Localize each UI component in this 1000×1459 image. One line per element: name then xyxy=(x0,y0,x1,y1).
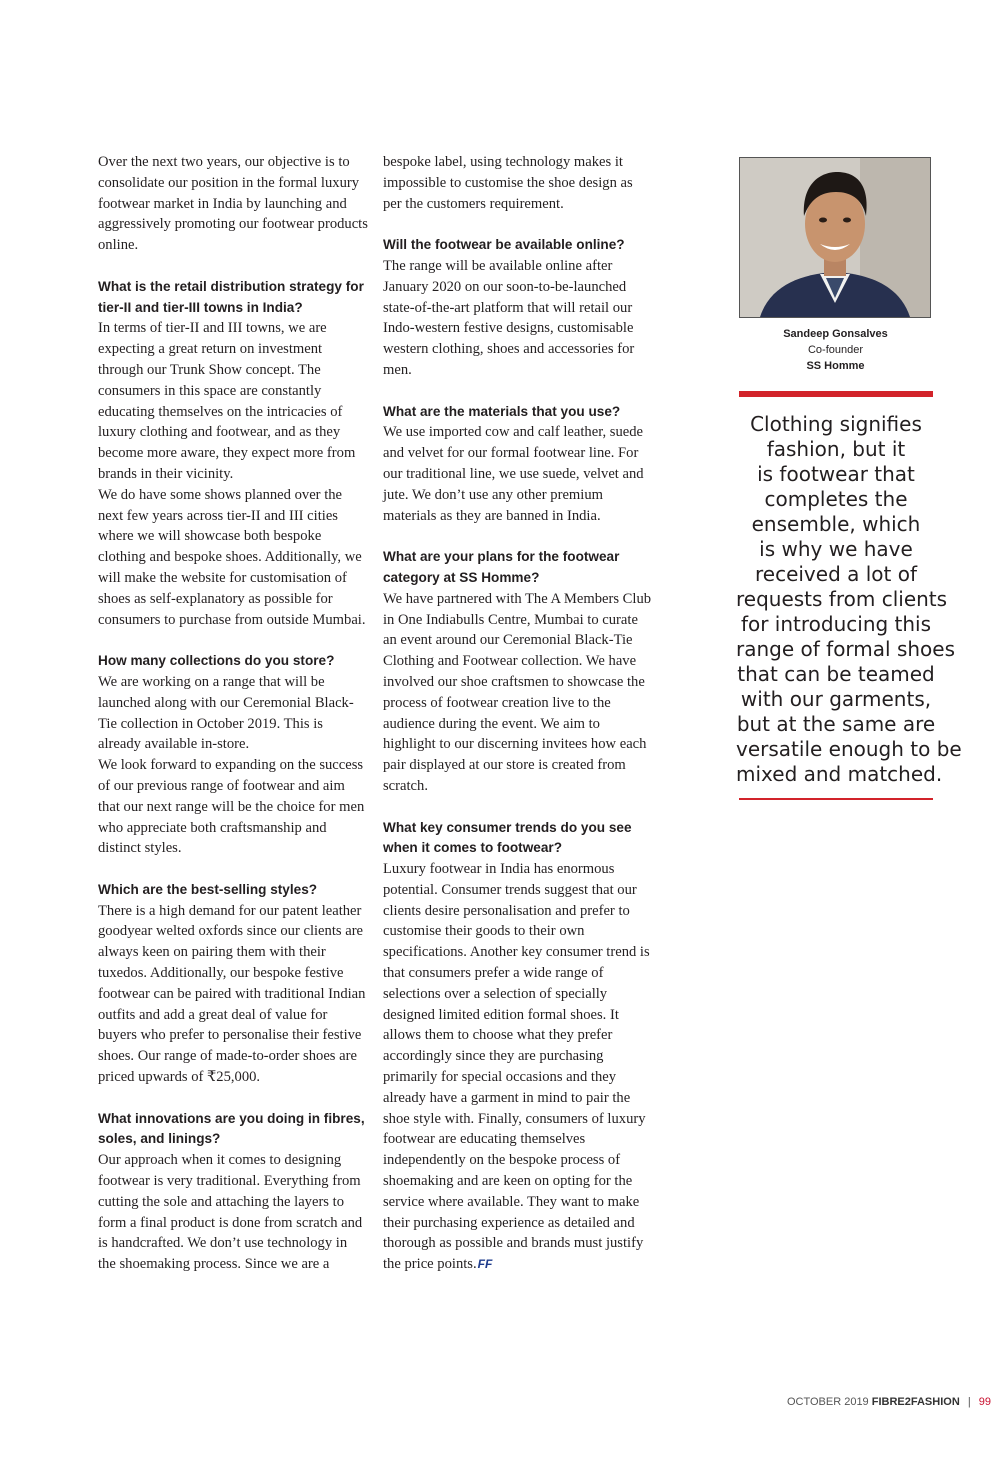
pull-quote-top-rule xyxy=(739,391,933,397)
paragraph: The range will be available online after January 2020 on our soon-to-be-launched state-of-the-art platform that will retail our Indo-western festive designs, customisable western clothing, shoes and accessories for men. xyxy=(383,257,635,378)
pull-quote-line: is why we have xyxy=(759,537,913,561)
paragraph: In terms of tier-II and III towns, we are expecting a great return on investment through our Trunk Show concept. The consumers in this space are constantly educating themselves on the intricacies of luxury clothing and footwear, and as they become more aware, they expect more from brands in their vicinity. xyxy=(98,320,356,482)
pull-quote-bottom-rule xyxy=(739,798,933,800)
question-heading: What key consumer trends do you see when it comes to footwear? xyxy=(383,819,632,856)
paragraph: We are working on a range that will be launched along with our Ceremonial Black-Tie collection in October 2019. This is already available in-store. xyxy=(98,673,354,753)
pull-quote-line: completes the xyxy=(764,487,908,511)
page-number: 99 xyxy=(978,1396,991,1408)
person-role: Co-founder xyxy=(807,344,864,356)
question-heading: What innovations are you doing in fibres, soles, and linings? xyxy=(98,1110,365,1147)
pull-quote-line: range of formal shoes xyxy=(736,637,956,661)
question-heading: What is the retail distribution strategy for tier-II and tier-III towns in India? xyxy=(98,278,364,315)
paragraph: There is a high demand for our patent leather goodyear welted oxfords since our clients are always keen on pairing them with their tuxedos. Additionally, our bespoke festive footwear can be paired with traditional Indian outfits and add a great deal of value for buyers who prefer to personalise their festive shoes. Our range of made-to-order shoes are priced upwards of ₹25,000. xyxy=(98,902,366,1086)
pull-quote-line: ensemble, which xyxy=(751,512,921,536)
question-heading: What are your plans for the footwear category at SS Homme? xyxy=(383,549,620,585)
paragraph xyxy=(383,859,653,1275)
paragraph-text: Luxury footwear in India has enormous potential. Consumer trends suggest that our clients desire personalisation and prefer to customise their goods to their own specifications. Another key consumer trend is that consumers prefer a wide range of selections over a selection of specially designed limited edition formal shoes. It allows them to choose what they prefer accordingly since they are purchasing primarily for special occasions and they already have a garment in mind to pair the shoe style with. Finally, consumers of luxury footwear are educating themselves independently on the bespoke process of shoemaking and are keen on opting for the service where available. They want to make their purchasing experience as detailed and thorough as possible and brands must justify the price points. xyxy=(383,861,650,1273)
person-company: SS Homme xyxy=(806,360,865,372)
issue-date: OCTOBER 2019 xyxy=(786,1396,869,1408)
paragraph: Over the next two years, our objective is to consolidate our position in the formal luxury footwear market in India by launching and aggressively promoting our footwear products online. xyxy=(98,154,368,254)
footer-separator: | xyxy=(967,1396,971,1408)
pull-quote-line: received a lot of xyxy=(754,562,918,586)
question-heading: What are the materials that you use? xyxy=(383,403,621,419)
magazine-brand: FIBRE2FASHION xyxy=(871,1396,960,1408)
pull-quote-line: with our garments, xyxy=(740,687,932,711)
page-footer xyxy=(787,1396,991,1408)
question-heading: Will the footwear be available online? xyxy=(383,237,625,253)
paragraph: We use imported cow and calf leather, suede and velvet for our formal footwear line. For our traditional line, we use suede, velvet and jute. We don’t use any other premium materials as they are banned in India. xyxy=(383,424,644,524)
paragraph: We have partnered with The A Members Club in One Indiabulls Centre, Mumbai to curate an event around our Ceremonial Black-Tie Clothing and Footwear collection. We have involved our shoe craftsmen to showcase the process of footwear creation live to the audience during the event. We aim to highlight to our discerning invitees how each pair displayed at our store is created from scratch. xyxy=(383,590,652,794)
pull-quote-line: mixed and matched. xyxy=(736,762,943,786)
pull-quote-line: Clothing signifies xyxy=(750,412,922,436)
paragraph: Our approach when it comes to designing footwear is very traditional. Everything from cutting the sole and attaching the layers to form a final product is done from scratch and is handcrafted. We don’t use technology in the shoemaking process. Since we are a xyxy=(98,1152,363,1273)
pull-quote xyxy=(736,412,962,787)
paragraph: bespoke label, using technology makes it impossible to customise the shoe design as per the customers requirement. xyxy=(383,154,633,212)
pull-quote-line: requests from clients xyxy=(736,587,948,611)
pull-quote-line: versatile enough to be xyxy=(736,737,962,761)
article-column-1 xyxy=(98,152,368,1275)
pull-quote-line: is footwear that xyxy=(757,462,915,486)
pull-quote-line: but at the same are xyxy=(736,712,936,736)
article-column-2 xyxy=(383,152,653,1275)
pull-quote-line: that can be teamed xyxy=(737,662,935,686)
paragraph: We look forward to expanding on the success of our previous range of footwear and aim that our next range will be the choice for men who appreciate both craftsmanship and distinct styles. xyxy=(98,757,365,857)
question-heading: How many collections do you store? xyxy=(98,653,335,669)
pull-quote-line: for introducing this xyxy=(740,612,932,636)
end-mark: FF xyxy=(477,1257,493,1272)
portrait-image xyxy=(740,158,930,317)
person-name: Sandeep Gonsalves xyxy=(783,328,888,340)
paragraph: We do have some shows planned over the next few years across tier-II and III cities where we will showcase both bespoke clothing and bespoke shoes. Additionally, we will make the website for customisation of shoes as self-explanatory as possible for consumers to purchase from outside Mumbai. xyxy=(98,486,366,628)
photo-caption xyxy=(739,326,932,374)
question-heading: Which are the best-selling styles? xyxy=(98,881,318,897)
pull-quote-line: fashion, but it xyxy=(766,437,906,461)
profile-photo xyxy=(739,157,931,318)
